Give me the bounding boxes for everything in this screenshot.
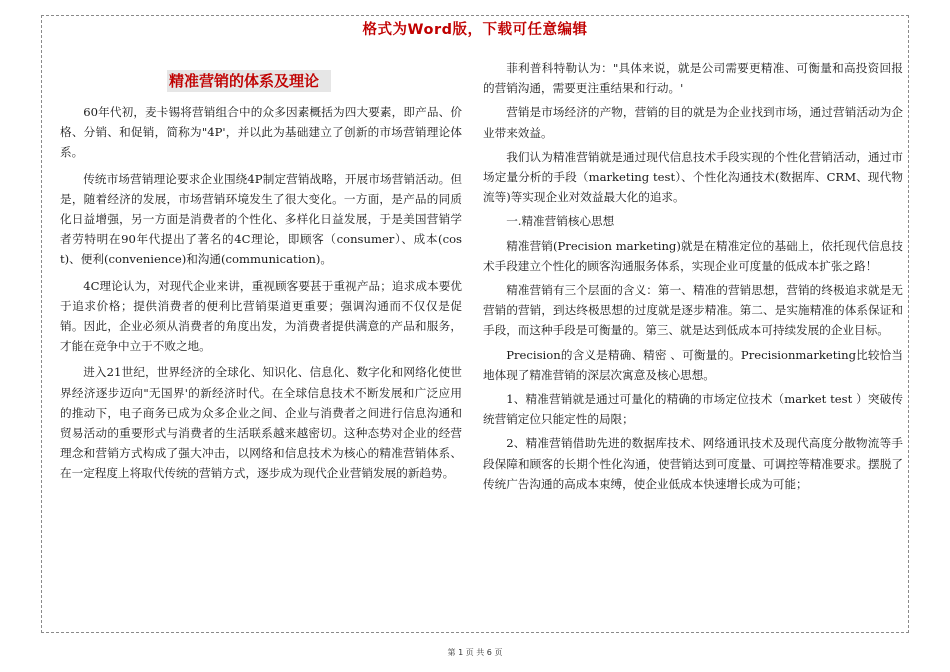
paragraph: 我们认为精准营销就是通过现代信息技术手段实现的个性化营销活动，通过市场定量分析的手段（marketing test）、个性化沟通技术(数据库、CRM、现代物流等)等实现企业对效益最大化的追求。: [483, 149, 903, 205]
paragraph: Precision的含义是精确、精密 、可衡量的。Precisionmarketing比较恰当地体现了精准营销的深层次寓意及核心思想。: [483, 347, 903, 382]
paragraph: 2、精准营销借助先进的数据库技术、网络通讯技术及现代高度分散物流等手段保障和顾客的长期个性化沟通，使营销达到可度量、可调控等精准要求。摆脱了传统广告沟通的高成本束缚，使企业低成本快速增长成为可能；: [483, 436, 903, 491]
paragraph: 菲利普科特勒认为："具体来说，就是公司需要更精准、可衡量和高投资回报的营销沟通，需要更注重结果和行动。': [483, 61, 903, 96]
document-title: [60, 70, 462, 92]
right-column: [483, 58, 903, 498]
paragraph: 精准营销有三个层面的含义：第一、精准的营销思想，营销的终极追求就是无营销的营销，到达终极思想的过度就是逐步精准。第二、是实施精准的体系保证和手段，而这种手段是可衡量的。第三、就是达到低成本可持续发展的企业目标。: [483, 283, 903, 338]
paragraph: 60年代初，麦卡锡将营销组合中的众多因素概括为四大要素，即产品、价格、分销、和促销，简称为"4P'，并以此为基础建立了创新的市场营销理论体系。: [60, 105, 462, 160]
paragraph: 营销是市场经济的产物，营销的目的就是为企业找到市场，通过营销活动为企业带来效益。: [483, 105, 903, 140]
paragraph: 进入21世纪，世界经济的全球化、知识化、信息化、数字化和网络化使世界经济逐步迈向"无国界'的新经济时代。在全球信息技术不断发展和广泛应用的推动下，电子商务已成为众多企业之间、企业与消费者之间进行信息沟通和贸易活动的重要形式与消费者的生活联系越来越密切。这种态势对企业的经营理念和营销方式构成了强大冲击，以网络和信息技术为核心的精准营销体系、在一定程度上将取代传统的营销方式，逐步成为现代企业营销发展的新趋势。: [60, 365, 462, 481]
left-column: [60, 58, 462, 490]
paragraph: 1、精准营销就是通过可量化的精确的市场定位技术（market test ）突破传统营销定位只能定性的局限；: [483, 392, 903, 427]
format-banner: 格式为Word版，下载可任意编辑: [362, 22, 588, 38]
page-number: 第 1 页 共 6 页: [447, 648, 503, 657]
document-title-text: 精准营销的体系及理论: [167, 70, 331, 92]
paragraph: 精准营销(Precision marketing)就是在精准定位的基础上，依托现代信息技术手段建立个性化的顾客沟通服务体系，实现企业可度量的低成本扩张之路！: [483, 238, 903, 273]
section-heading: 一.精准营销核心思想: [506, 214, 615, 229]
paragraph: 4C理论认为，对现代企业来讲，重视顾客要甚于重视产品；追求成本要优于追求价格；提供消费者的便利比营销渠道更重要；强调沟通而不仅仅是促销。因此，企业必须从消费者的角度出发，为消费者提供满意的产品和服务，才能在竞争中立于不败之地。: [60, 278, 462, 354]
paragraph: 传统市场营销理论要求企业围绕4P制定营销战略，开展市场营销活动。但是，随着经济的发展，市场营销环境发生了很大变化。一方面，是产品的同质化日益增强，另一方面是消费者的个性化、多样化日益发展，于是美国营销学者劳特明在90年代提出了著名的4C理论，即顾客（consumer）、成本(cost)、便利(convenience)和沟通(communication)。: [60, 171, 462, 267]
